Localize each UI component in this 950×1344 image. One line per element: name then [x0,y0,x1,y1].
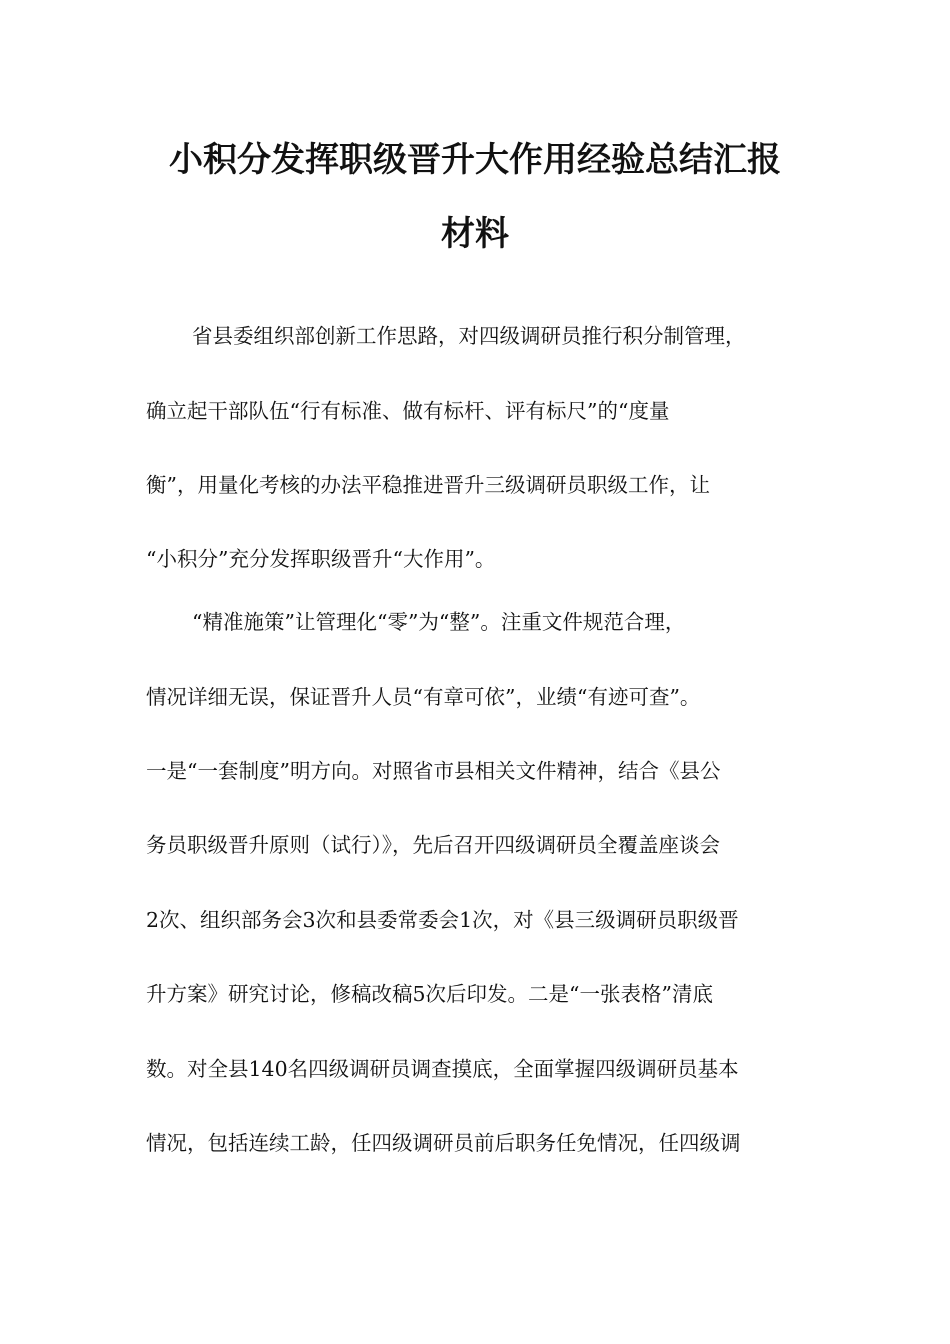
body-line-6: 情况详细无误，保证晋升人员“有章可依”，业绩“有迹可查”。 [146,685,701,709]
document-title-line-2: 材料 [441,214,509,254]
body-line-8: 务员职级晋升原则（试行）》，先后召开四级调研员全覆盖座谈会 [146,833,720,857]
body-line-11: 数。对全县140名四级调研员调查摸底，全面掌握四级调研员基本 [146,1057,739,1081]
document-title-line-1: 小积分发挥职级晋升大作用经验总结汇报 [169,140,781,180]
body-line-9: 2次、组织部务会3次和县委常委会1次，对《县三级调研员职级晋 [146,908,739,932]
body-line-2: 确立起干部队伍“行有标准、做有标杆、评有标尺”的“度量 [146,399,670,423]
body-line-10: 升方案》研究讨论，修稿改稿5次后印发。二是“一张表格”清底 [146,982,714,1006]
body-line-12: 情况，包括连续工龄，任四级调研员前后职务任免情况，任四级调 [146,1131,741,1155]
body-line-5: “精准施策”让管理化“零”为“整”。注重文件规范合理， [192,610,686,634]
body-line-4: “小积分”充分发挥职级晋升“大作用”。 [146,547,496,571]
body-line-3: 衡”，用量化考核的办法平稳推进晋升三级调研员职级工作，让 [146,473,710,497]
body-line-1: 省县委组织部创新工作思路，对四级调研员推行积分制管理， [192,324,746,348]
body-line-7: 一是“一套制度”明方向。对照省市县相关文件精神，结合《县公 [146,759,721,783]
